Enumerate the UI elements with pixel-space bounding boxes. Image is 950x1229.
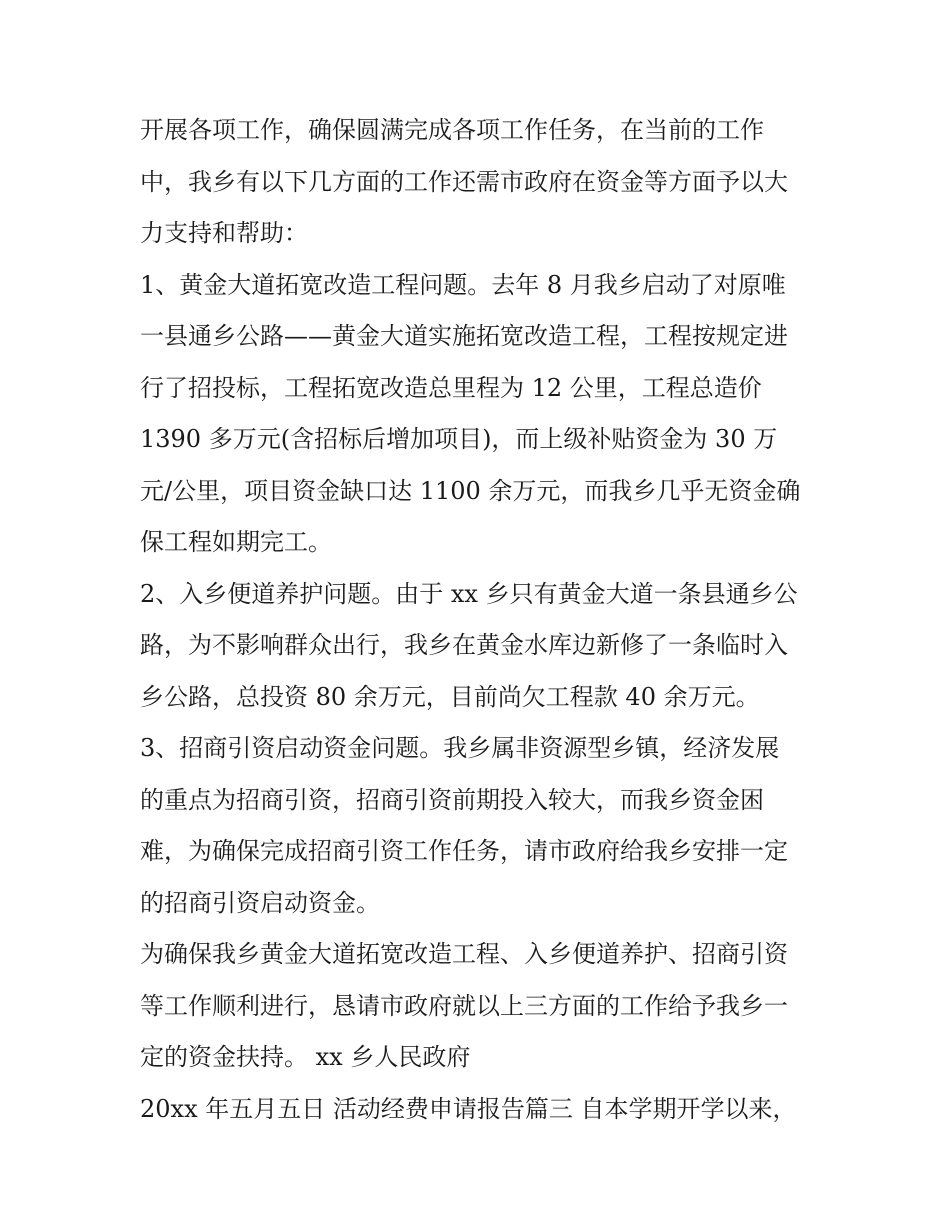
text-line: 等工作顺利进行，恳请市政府就以上三方面的工作给予我乡一 (140, 991, 788, 1020)
text-line: 开展各项工作，确保圆满完成各项工作任务，在当前的工作 (140, 116, 764, 144)
text-line: 保工程如期完工。 (140, 528, 332, 556)
text-line: 的招商引资启动资金。 (140, 888, 380, 917)
text-line: 定的资金扶持。 xx 乡人民政府 (140, 1043, 471, 1071)
document-body (140, 105, 820, 1135)
text-line: 中，我乡有以下几方面的工作还需市政府在资金等方面予以大 (140, 167, 788, 196)
text-line: 乡公路，总投资 80 余万元，目前尚欠工程款 40 余万元。 (140, 682, 760, 711)
text-line: 20xx 年五月五日 活动经费申请报告篇三 自本学期开学以来， (140, 1094, 797, 1123)
text-line: 路，为不影响群众出行，我乡在黄金水库边新修了一条临时入 (140, 631, 788, 659)
text-line: 一县通乡公路——黄金大道实施拓宽改造工程，工程按规定进 (140, 322, 788, 350)
text-line: 1、黄金大道拓宽改造工程问题。去年 8 月我乡启动了对原唯 (140, 270, 786, 299)
text-line: 难，为确保完成招商引资工作任务，请市政府给我乡安排一定 (140, 837, 788, 865)
text-line: 2、入乡便道养护问题。由于 xx 乡只有黄金大道一条县通乡公 (140, 579, 798, 608)
text-line: 元/公里，项目资金缺口达 1100 余万元，而我乡几乎无资金确 (140, 476, 801, 505)
text-line: 3、招商引资启动资金问题。我乡属非资源型乡镇，经济发展 (140, 734, 780, 762)
text-line: 行了招投标，工程拓宽改造总里程为 12 公里，工程总造价 (140, 373, 762, 402)
text-line: 为确保我乡黄金大道拓宽改造工程、入乡便道养护、招商引资 (140, 940, 788, 968)
text-line: 的重点为招商引资，招商引资前期投入较大，而我乡资金困 (140, 785, 764, 814)
text-line: 力支持和帮助： (140, 219, 308, 247)
text-line: 1390 多万元(含招标后增加项目)，而上级补贴资金为 30 万 (140, 425, 778, 453)
